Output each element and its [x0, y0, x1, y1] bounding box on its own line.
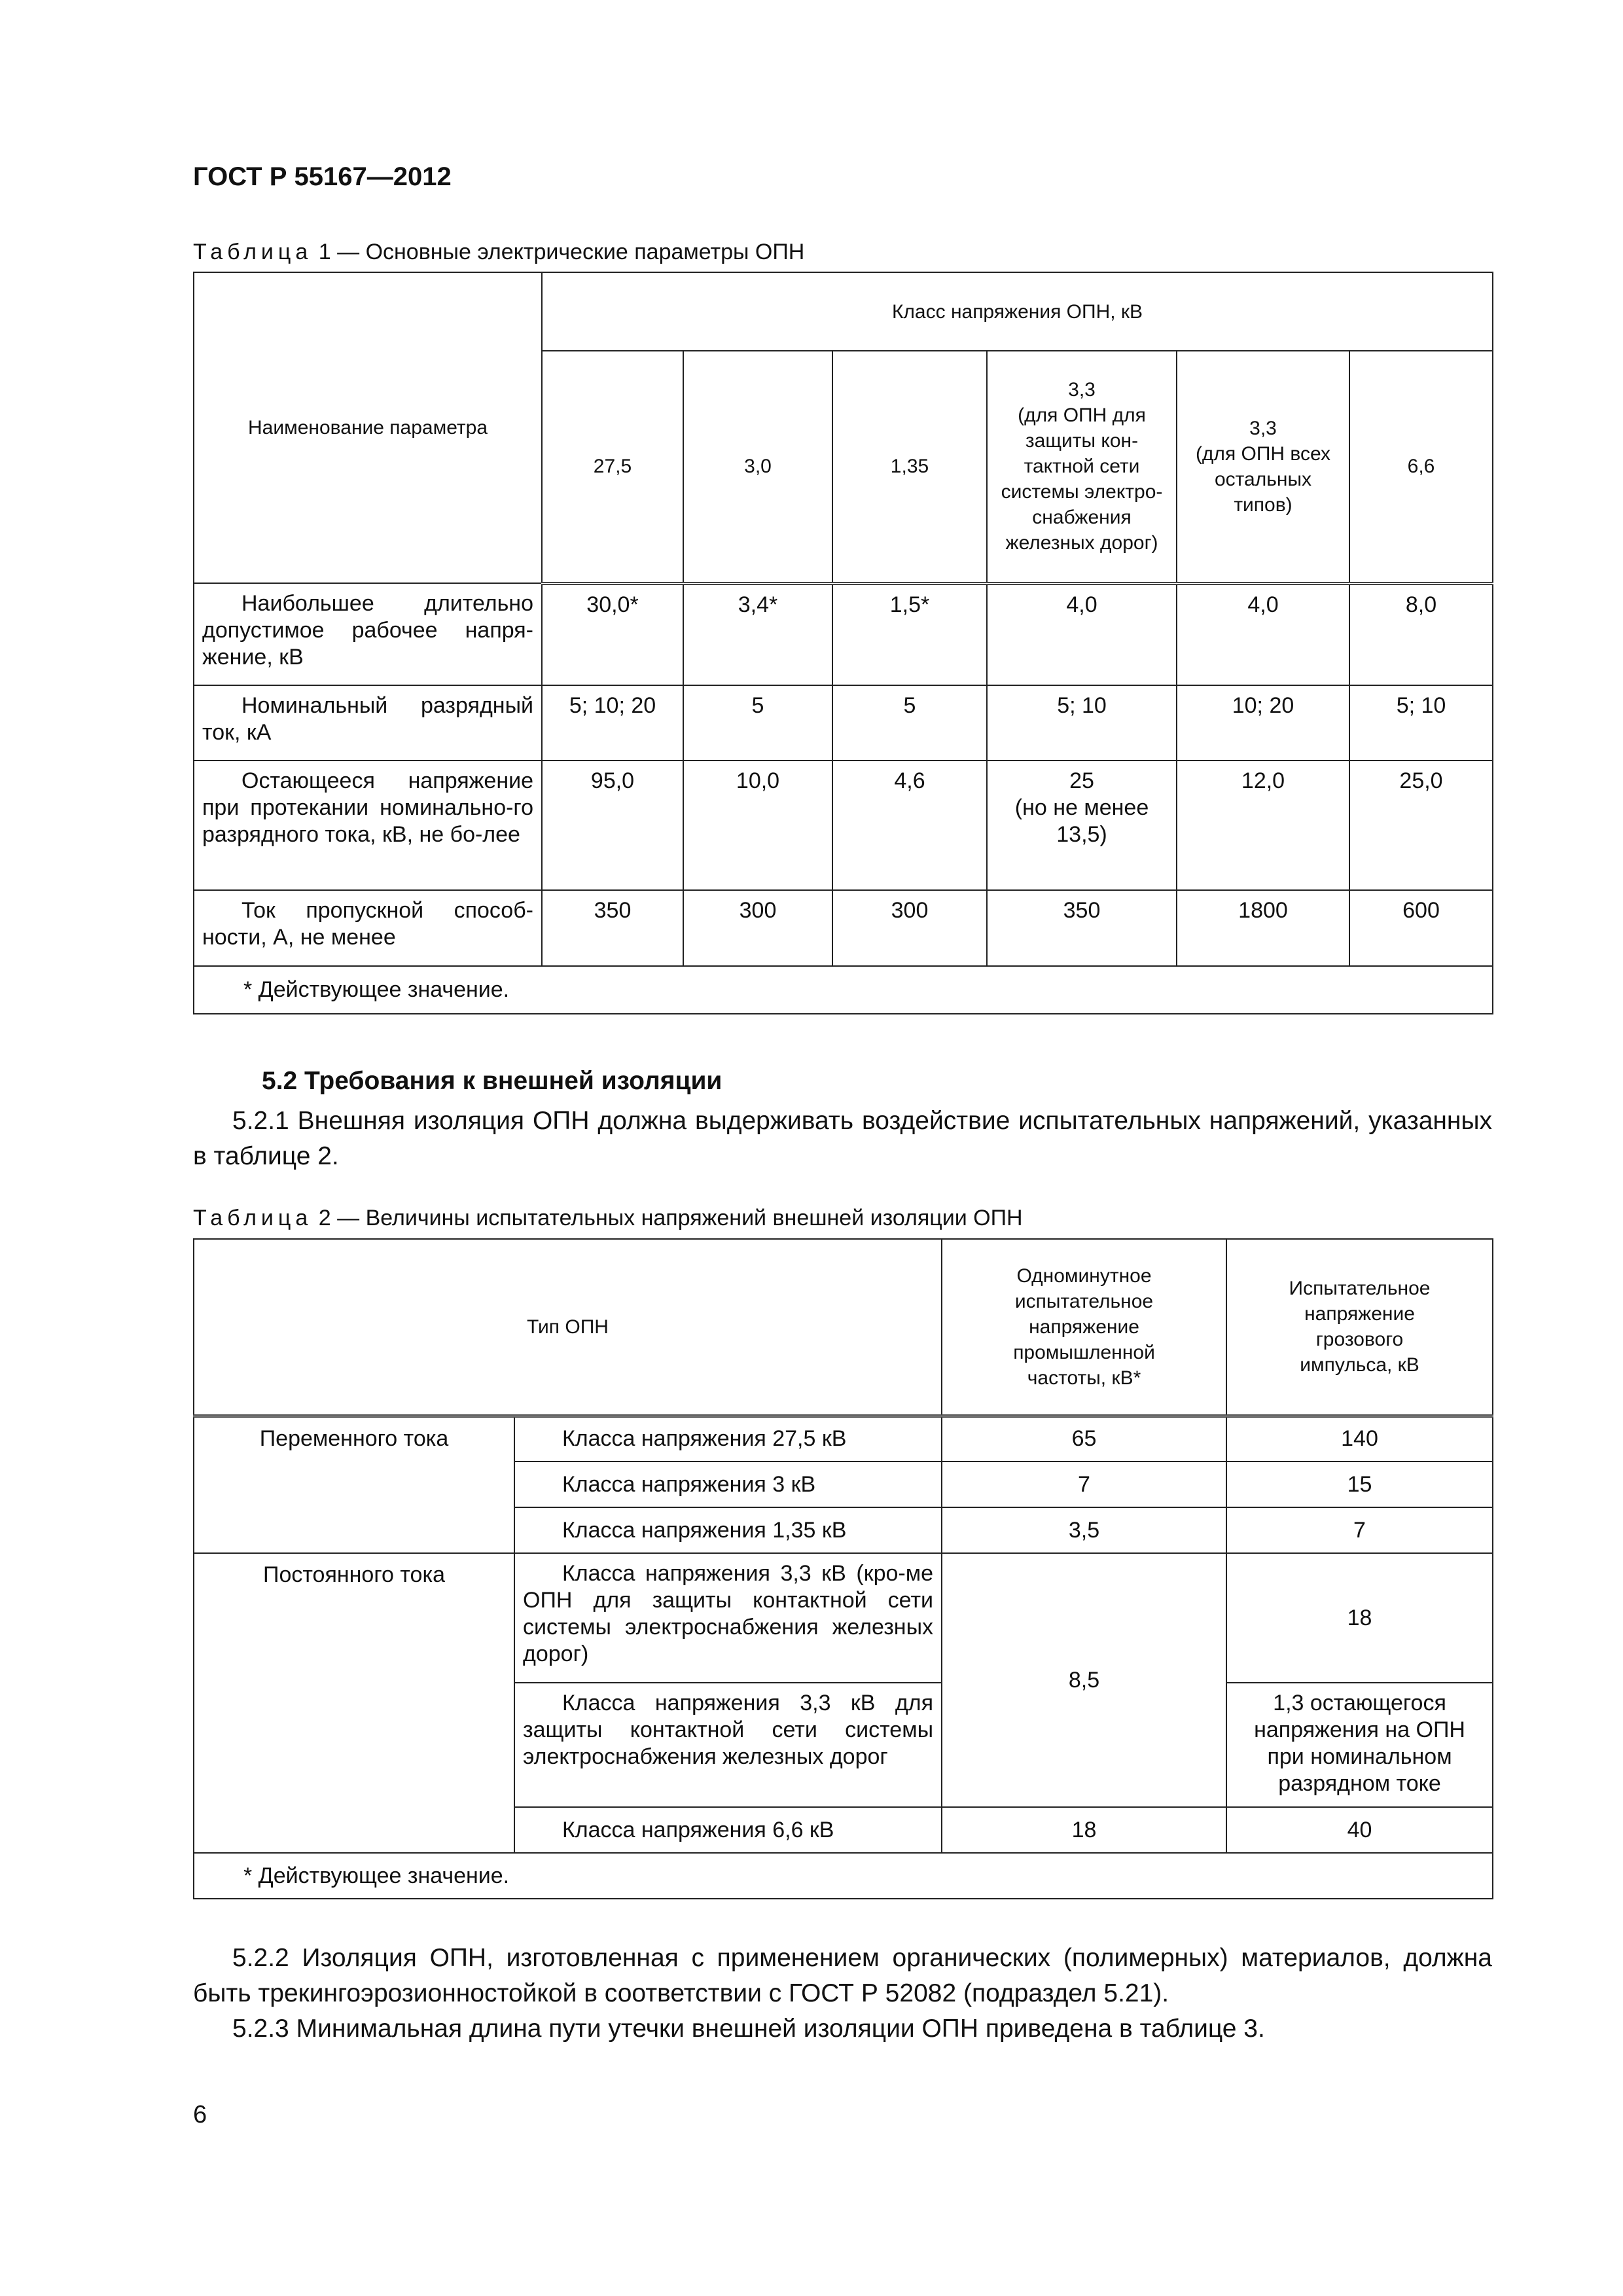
table1-row-name: Номинальный разрядный ток, кА: [194, 685, 542, 761]
table2-impulse: 15: [1226, 1462, 1493, 1507]
table2-class: Класса напряжения 1,35 кВ: [514, 1507, 942, 1553]
table1-cell: 12,0: [1177, 761, 1349, 890]
table2-dc-label: Постоянного тока: [194, 1553, 514, 1853]
table1-class: 6,6: [1349, 351, 1493, 583]
table1-cell: 350: [987, 890, 1177, 966]
table2: [193, 1238, 1493, 1899]
table1-cell: 3,4*: [683, 583, 832, 685]
table2-impulse: 40: [1226, 1807, 1493, 1853]
table1: [193, 272, 1493, 1014]
table1-cell: 4,0: [1177, 583, 1349, 685]
table1-caption-text: 1 — Основные электрические параметры ОПН: [318, 240, 805, 264]
table2-class: Класса напряжения 27,5 кВ: [514, 1416, 942, 1462]
table1-cell: 300: [832, 890, 987, 966]
paragraph-5-2-3: 5.2.3 Минимальная длина пути утечки внешней изоляции ОПН приведена в таблице 3.: [232, 2015, 1265, 2043]
table2-class: Класса напряжения 3,3 кВ (кро-ме ОПН для защиты контактной сети системы электроснабжения железных дорог): [514, 1553, 942, 1683]
table1-cell: 25,0: [1349, 761, 1493, 890]
table2-impulse: 140: [1226, 1416, 1493, 1462]
table2-class: Класса напряжения 6,6 кВ: [514, 1807, 942, 1853]
paragraph-5-2-2: 5.2.2 Изоляция ОПН, изготовленная с применением органических (полимерных) материалов, должна быть трекингоэрозионностойкой в соответствии с ГОСТ Р 52082 (подраздел 5.21).: [193, 1944, 1492, 2007]
table2-impulse-header: Испытательное напряжение грозового импульса, кВ: [1226, 1239, 1493, 1416]
table1-cell: 5; 10; 20: [542, 685, 683, 761]
table1-group-header: Класс напряжения ОПН, кВ: [542, 272, 1493, 351]
table1-cell: 4,0: [987, 583, 1177, 685]
table1-cell: 30,0*: [542, 583, 683, 685]
table1-cell: 10; 20: [1177, 685, 1349, 761]
document-header: ГОСТ Р 55167—2012: [193, 162, 452, 191]
table2-one-minute-header: Одноминутное испытательное напряжение промышленной частоты, кВ*: [942, 1239, 1226, 1416]
paragraph-5-2-1: 5.2.1 Внешняя изоляция ОПН должна выдерживать воздействие испытательных напряжений, указанных в таблице 2.: [193, 1107, 1492, 1170]
table1-caption-word: Таблица: [193, 240, 313, 264]
table2-caption: [193, 1206, 1023, 1231]
table2-type-header: Тип ОПН: [194, 1239, 942, 1416]
table1-cell: 1,5*: [832, 583, 987, 685]
table1-row-name: Наибольшее длительно допустимое рабочее напря-жение, кВ: [194, 583, 542, 685]
table1-caption: [193, 240, 804, 265]
section-title: 5.2 Требования к внешней изоляции: [262, 1067, 722, 1095]
table2-impulse: 1,3 остающегося напряжения на ОПН при номинальном разрядном токе: [1226, 1683, 1493, 1807]
table2-impulse: 7: [1226, 1507, 1493, 1553]
table2-one-minute: 7: [942, 1462, 1226, 1507]
table2-one-minute: 65: [942, 1416, 1226, 1462]
table1-cell: 4,6: [832, 761, 987, 890]
table2-footnote: * Действующее значение.: [194, 1853, 1493, 1899]
page-number: 6: [193, 2101, 207, 2128]
table1-cell: 10,0: [683, 761, 832, 890]
table1-param-header: Наименование параметра: [194, 272, 542, 583]
table2-one-minute: 3,5: [942, 1507, 1226, 1553]
table2-caption-word: Таблица: [193, 1206, 313, 1230]
table1-class: 3,3 (для ОПН всех остальных типов): [1177, 351, 1349, 583]
table1-row-name: Остающееся напряжение при протекании номинально-го разрядного тока, кВ, не бо-лее: [194, 761, 542, 890]
table2-caption-text: 2 — Величины испытательных напряжений внешней изоляции ОПН: [318, 1206, 1023, 1230]
table1-cell: 5: [832, 685, 987, 761]
table2-class: Класса напряжения 3 кВ: [514, 1462, 942, 1507]
table2-class: Класса напряжения 3,3 кВ для защиты контактной сети системы электроснабжения железных дорог: [514, 1683, 942, 1807]
table2-one-minute: 8,5: [942, 1553, 1226, 1807]
table1-cell: 8,0: [1349, 583, 1493, 685]
table2-impulse: 18: [1226, 1553, 1493, 1683]
table1-class: 1,35: [832, 351, 987, 583]
table1-cell: 95,0: [542, 761, 683, 890]
table1-cell: 5: [683, 685, 832, 761]
table1-cell: 1800: [1177, 890, 1349, 966]
table1-class: 3,3 (для ОПН для защиты кон- тактной сети системы электро- снабжения железных дорог): [987, 351, 1177, 583]
table1-cell: 5; 10: [987, 685, 1177, 761]
table1-class: 27,5: [542, 351, 683, 583]
table1-cell: 350: [542, 890, 683, 966]
table1-class: 3,0: [683, 351, 832, 583]
table1-footnote: * Действующее значение.: [194, 966, 1493, 1014]
table1-cell: 300: [683, 890, 832, 966]
table1-row-name: Ток пропускной способ-ности, А, не менее: [194, 890, 542, 966]
table2-one-minute: 18: [942, 1807, 1226, 1853]
table1-cell: 5; 10: [1349, 685, 1493, 761]
table2-ac-label: Переменного тока: [194, 1416, 514, 1553]
table1-cell: 25 (но не менее 13,5): [987, 761, 1177, 890]
table1-cell: 600: [1349, 890, 1493, 966]
